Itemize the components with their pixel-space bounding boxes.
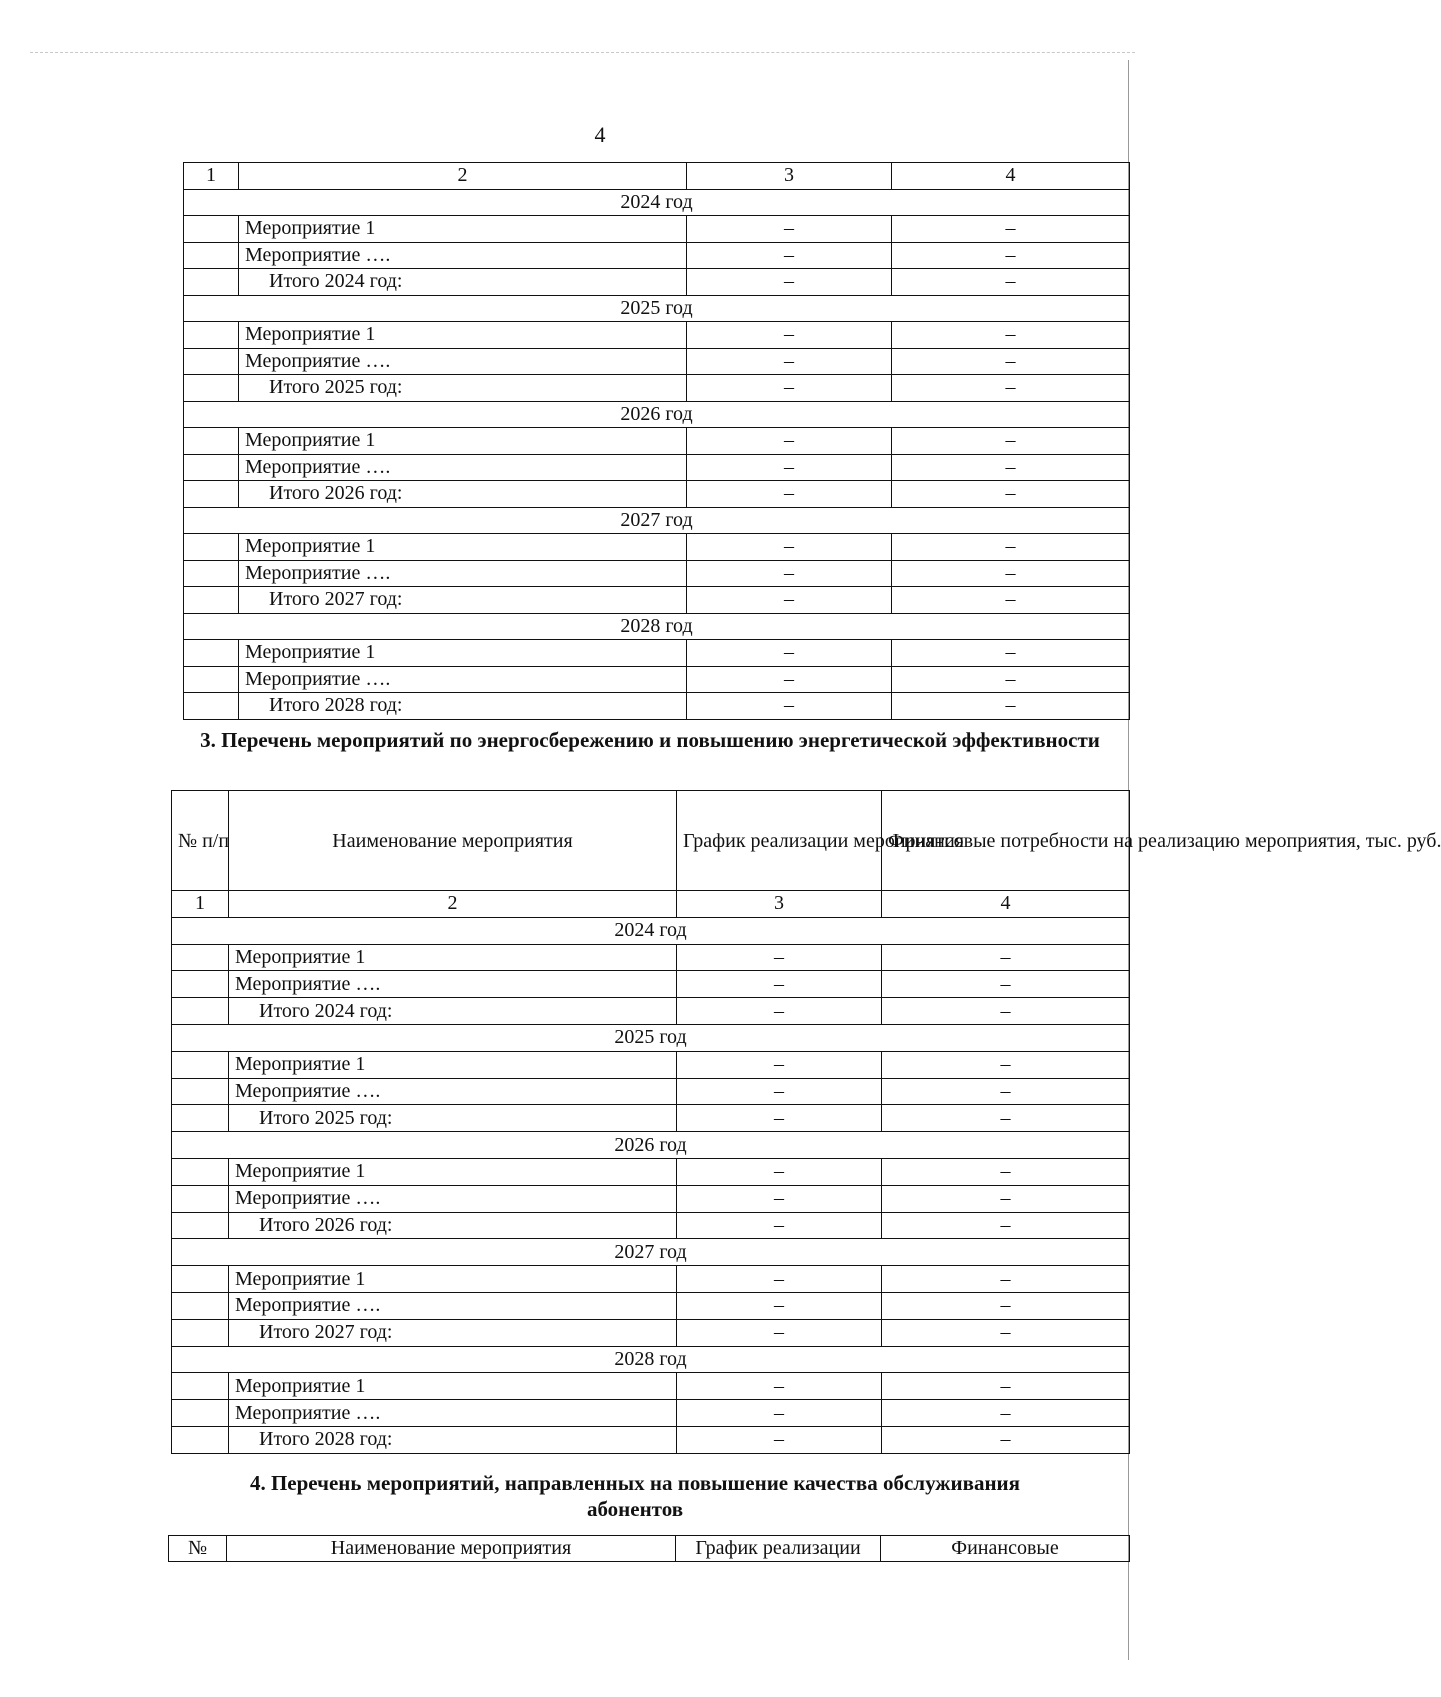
finance-cell: –: [882, 1185, 1130, 1212]
finance-cell: –: [882, 944, 1130, 971]
row-number-cell: [184, 454, 239, 481]
finance-cell: –: [892, 269, 1130, 296]
finance-cell: –: [882, 1266, 1130, 1293]
column-number-1: 1: [184, 163, 239, 190]
finance-cell: –: [882, 1105, 1130, 1132]
finance-cell: –: [892, 666, 1130, 693]
table-section-3: [171, 790, 1441, 1454]
total-label: Итого 2024 год:: [239, 269, 687, 296]
row-number-cell: [184, 560, 239, 587]
year-row: [172, 917, 1130, 944]
schedule-cell: –: [687, 666, 892, 693]
table-continuation-body: [184, 163, 1130, 720]
schedule-cell: –: [687, 587, 892, 614]
column-number-4: 4: [892, 163, 1130, 190]
row-number-cell: [172, 1266, 229, 1293]
year-row: [184, 613, 1130, 640]
table-row: [184, 534, 1130, 561]
measure-name: Мероприятие ….: [239, 348, 687, 375]
column-number-3: 3: [687, 163, 892, 190]
measure-name: Мероприятие 1: [229, 1158, 677, 1185]
schedule-cell: –: [687, 348, 892, 375]
table-row: [184, 454, 1130, 481]
finance-cell: –: [882, 1078, 1130, 1105]
year-row: [184, 401, 1130, 428]
schedule-cell: –: [687, 640, 892, 667]
table-section-4: [168, 1535, 1130, 1562]
row-number-cell: [172, 1292, 229, 1319]
schedule-cell: –: [677, 1105, 882, 1132]
schedule-cell: –: [687, 428, 892, 455]
table-section-3-body: [172, 891, 1130, 1454]
schedule-cell: –: [687, 375, 892, 402]
total-label: Итого 2027 год:: [239, 587, 687, 614]
finance-cell: –: [892, 242, 1130, 269]
year-row: [172, 1239, 1130, 1266]
column-number-row: [184, 163, 1130, 190]
finance-cell: –: [882, 1051, 1130, 1078]
row-number-cell: [172, 971, 229, 998]
total-label: Итого 2028 год:: [239, 693, 687, 720]
measure-name: Мероприятие ….: [239, 560, 687, 587]
total-label: Итого 2025 год:: [229, 1105, 677, 1132]
measure-name: Мероприятие 1: [229, 944, 677, 971]
schedule-cell: –: [677, 1292, 882, 1319]
measure-name: Мероприятие ….: [229, 971, 677, 998]
total-row: [184, 481, 1130, 508]
finance-cell: –: [892, 322, 1130, 349]
finance-cell: –: [892, 348, 1130, 375]
schedule-cell: –: [677, 1078, 882, 1105]
schedule-cell: –: [677, 1051, 882, 1078]
table-continuation: [183, 162, 1130, 720]
finance-cell: –: [882, 971, 1130, 998]
total-label: Итого 2026 год:: [229, 1212, 677, 1239]
row-number-cell: [172, 1105, 229, 1132]
row-number-cell: [172, 998, 229, 1025]
column-number-4: 4: [882, 891, 1130, 918]
table-header-row: [169, 1536, 1130, 1562]
header-number: № п/п: [172, 791, 229, 891]
schedule-cell: –: [687, 454, 892, 481]
schedule-cell: –: [677, 971, 882, 998]
header-number: №: [169, 1536, 227, 1562]
page-number: 4: [594, 122, 606, 147]
table-row: [172, 1373, 1130, 1400]
table-row: [184, 216, 1130, 243]
total-label: Итого 2027 год:: [229, 1319, 677, 1346]
total-row: [184, 269, 1130, 296]
row-number-cell: [172, 1158, 229, 1185]
table-row: [172, 971, 1130, 998]
measure-name: Мероприятие 1: [239, 640, 687, 667]
year-heading: 2028 год: [172, 1346, 1130, 1373]
row-number-cell: [184, 666, 239, 693]
finance-cell: –: [892, 428, 1130, 455]
finance-cell: –: [892, 481, 1130, 508]
year-row: [172, 1024, 1130, 1051]
year-heading: 2024 год: [184, 189, 1130, 216]
year-heading: 2024 год: [172, 917, 1130, 944]
finance-cell: –: [892, 640, 1130, 667]
row-number-cell: [184, 269, 239, 296]
row-number-cell: [184, 693, 239, 720]
finance-cell: –: [882, 1426, 1130, 1453]
year-heading: 2026 год: [184, 401, 1130, 428]
table-row: [172, 1400, 1130, 1427]
total-row: [172, 1319, 1130, 1346]
year-heading: 2028 год: [184, 613, 1130, 640]
column-number-2: 2: [229, 891, 677, 918]
total-label: Итого 2026 год:: [239, 481, 687, 508]
schedule-cell: –: [677, 1319, 882, 1346]
total-row: [172, 1212, 1130, 1239]
measure-name: Мероприятие 1: [229, 1266, 677, 1293]
finance-cell: –: [882, 1292, 1130, 1319]
total-label: Итого 2024 год:: [229, 998, 677, 1025]
table-row: [172, 944, 1130, 971]
finance-cell: –: [892, 375, 1130, 402]
year-row: [184, 507, 1130, 534]
header-name: Наименование мероприятия: [229, 791, 677, 891]
schedule-cell: –: [677, 1373, 882, 1400]
row-number-cell: [172, 1400, 229, 1427]
row-number-cell: [172, 1078, 229, 1105]
finance-cell: –: [892, 216, 1130, 243]
total-row: [172, 998, 1130, 1025]
header-schedule: График реализации мероприятия: [677, 791, 882, 891]
total-row: [184, 587, 1130, 614]
column-number-1: 1: [172, 891, 229, 918]
measure-name: Мероприятие ….: [229, 1400, 677, 1427]
schedule-cell: –: [687, 560, 892, 587]
column-number-row: [172, 891, 1130, 918]
row-number-cell: [184, 242, 239, 269]
header-name: Наименование мероприятия: [227, 1536, 676, 1562]
column-number-2: 2: [239, 163, 687, 190]
header-finance: Финансовые: [881, 1536, 1130, 1562]
row-number-cell: [172, 1426, 229, 1453]
measure-name: Мероприятие ….: [229, 1185, 677, 1212]
row-number-cell: [184, 375, 239, 402]
finance-cell: –: [882, 1212, 1130, 1239]
row-number-cell: [172, 1185, 229, 1212]
schedule-cell: –: [687, 322, 892, 349]
finance-cell: –: [882, 1373, 1130, 1400]
year-heading: 2025 год: [172, 1024, 1130, 1051]
measure-name: Мероприятие ….: [229, 1078, 677, 1105]
total-label: Итого 2025 год:: [239, 375, 687, 402]
row-number-cell: [184, 428, 239, 455]
year-row: [184, 189, 1130, 216]
schedule-cell: –: [687, 534, 892, 561]
schedule-cell: –: [677, 1185, 882, 1212]
finance-cell: –: [892, 693, 1130, 720]
year-heading: 2027 год: [184, 507, 1130, 534]
row-number-cell: [172, 1212, 229, 1239]
measure-name: Мероприятие 1: [239, 428, 687, 455]
finance-cell: –: [892, 560, 1130, 587]
schedule-cell: –: [687, 216, 892, 243]
schedule-cell: –: [677, 998, 882, 1025]
total-row: [184, 375, 1130, 402]
table-row: [184, 242, 1130, 269]
measure-name: Мероприятие 1: [229, 1051, 677, 1078]
finance-cell: –: [882, 1158, 1130, 1185]
schedule-cell: –: [687, 693, 892, 720]
finance-cell: –: [882, 1319, 1130, 1346]
header-schedule: График реализации: [676, 1536, 881, 1562]
scan-artifact-line: [30, 52, 1135, 53]
finance-cell: –: [892, 534, 1130, 561]
total-label: Итого 2028 год:: [229, 1426, 677, 1453]
year-row: [172, 1132, 1130, 1159]
table-row: [184, 428, 1130, 455]
year-row: [172, 1346, 1130, 1373]
row-number-cell: [184, 322, 239, 349]
table-row: [172, 1078, 1130, 1105]
total-row: [184, 693, 1130, 720]
schedule-cell: –: [677, 1158, 882, 1185]
table-header-row: [172, 791, 1130, 891]
table-row: [172, 1185, 1130, 1212]
row-number-cell: [184, 640, 239, 667]
row-number-cell: [172, 944, 229, 971]
schedule-cell: –: [687, 481, 892, 508]
table-row: [184, 348, 1130, 375]
finance-cell: –: [882, 1400, 1130, 1427]
measure-name: Мероприятие ….: [229, 1292, 677, 1319]
row-number-cell: [184, 481, 239, 508]
measure-name: Мероприятие ….: [239, 666, 687, 693]
row-number-cell: [172, 1051, 229, 1078]
measure-name: Мероприятие ….: [239, 242, 687, 269]
column-number-3: 3: [677, 891, 882, 918]
measure-name: Мероприятие 1: [239, 534, 687, 561]
table-row: [172, 1158, 1130, 1185]
year-heading: 2026 год: [172, 1132, 1130, 1159]
table-row: [184, 666, 1130, 693]
schedule-cell: –: [677, 1212, 882, 1239]
measure-name: Мероприятие 1: [239, 322, 687, 349]
schedule-cell: –: [677, 944, 882, 971]
measure-name: Мероприятие 1: [229, 1373, 677, 1400]
schedule-cell: –: [687, 269, 892, 296]
row-number-cell: [172, 1319, 229, 1346]
row-number-cell: [184, 587, 239, 614]
table-row: [184, 640, 1130, 667]
year-heading: 2027 год: [172, 1239, 1130, 1266]
table-row: [172, 1051, 1130, 1078]
year-heading: 2025 год: [184, 295, 1130, 322]
finance-cell: –: [882, 998, 1130, 1025]
table-row: [184, 322, 1130, 349]
header-finance: Финансовые потребности на реализацию мероприятия, тыс. руб.: [882, 791, 1130, 891]
schedule-cell: –: [677, 1400, 882, 1427]
row-number-cell: [184, 534, 239, 561]
table-row: [172, 1266, 1130, 1293]
row-number-cell: [184, 348, 239, 375]
total-row: [172, 1426, 1130, 1453]
section-4-title: 4. Перечень мероприятий, направленных на повышение качества обслуживания абонентов: [249, 1471, 1021, 1522]
schedule-cell: –: [677, 1266, 882, 1293]
finance-cell: –: [892, 587, 1130, 614]
schedule-cell: –: [687, 242, 892, 269]
year-row: [184, 295, 1130, 322]
total-row: [172, 1105, 1130, 1132]
measure-name: Мероприятие 1: [239, 216, 687, 243]
table-row: [184, 560, 1130, 587]
schedule-cell: –: [677, 1426, 882, 1453]
table-row: [172, 1292, 1130, 1319]
row-number-cell: [172, 1373, 229, 1400]
finance-cell: –: [892, 454, 1130, 481]
section-3-title: 3. Перечень мероприятий по энергосбережению и повышению энергетической эффективности: [200, 728, 1100, 752]
measure-name: Мероприятие ….: [239, 454, 687, 481]
row-number-cell: [184, 216, 239, 243]
